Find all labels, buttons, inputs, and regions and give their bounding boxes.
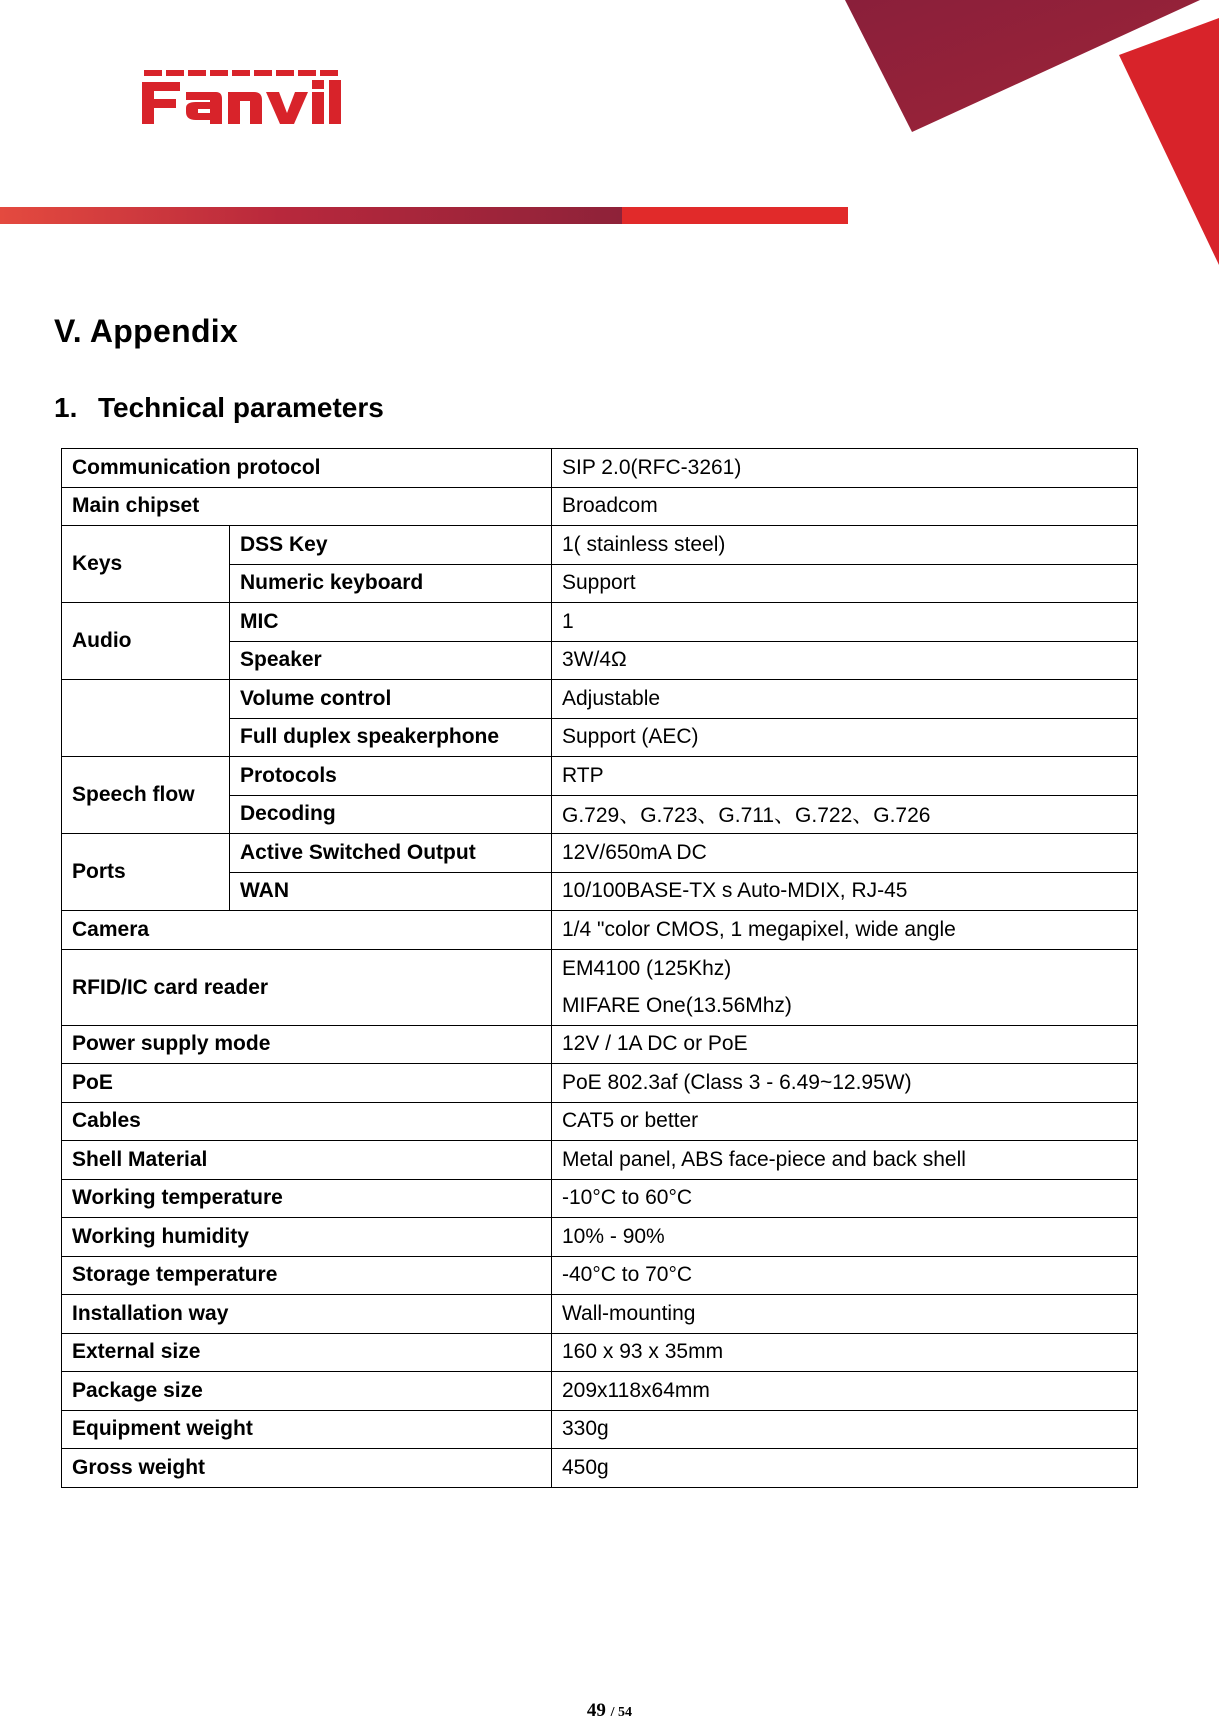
param-label: Shell Material <box>62 1141 552 1180</box>
param-value: CAT5 or better <box>552 1102 1138 1141</box>
table-row <box>62 757 1138 796</box>
table-row <box>62 526 1138 565</box>
param-value: Support <box>552 564 1138 603</box>
table-row <box>62 487 1138 526</box>
param-value: 10% - 90% <box>552 1218 1138 1257</box>
param-label: Numeric keyboard <box>230 564 552 603</box>
page-number <box>0 1700 1219 1722</box>
param-group: Audio <box>62 603 230 680</box>
param-label: Communication protocol <box>62 449 552 488</box>
param-label: RFID/IC card reader <box>62 949 552 1025</box>
param-value: G.729、G.723、G.711、G.722、G.726 <box>552 795 1138 834</box>
param-value: PoE 802.3af (Class 3 - 6.49~12.95W) <box>552 1064 1138 1103</box>
param-value: 160 x 93 x 35mm <box>552 1333 1138 1372</box>
param-label: Power supply mode <box>62 1025 552 1064</box>
table-row <box>62 911 1138 950</box>
param-label: MIC <box>230 603 552 642</box>
table-row <box>62 1295 1138 1334</box>
param-label: Package size <box>62 1372 552 1411</box>
header-decoration <box>0 0 1219 270</box>
table-row <box>62 1102 1138 1141</box>
param-value-line: EM4100 (125Khz) <box>562 957 732 980</box>
section-title: V. Appendix <box>54 313 239 349</box>
param-label: Active Switched Output <box>230 834 552 873</box>
header-bar-right <box>622 207 848 224</box>
param-value: 1 <box>552 603 1138 642</box>
param-value: 209x118x64mm <box>552 1372 1138 1411</box>
param-label: Gross weight <box>62 1449 552 1488</box>
param-label: Equipment weight <box>62 1410 552 1449</box>
param-label: Decoding <box>230 795 552 834</box>
param-group <box>62 680 230 757</box>
table-row <box>62 1410 1138 1449</box>
table-row <box>62 1064 1138 1103</box>
table-row <box>62 1372 1138 1411</box>
param-value: 330g <box>552 1410 1138 1449</box>
param-value <box>552 949 1138 1025</box>
param-value: Metal panel, ABS face-piece and back shell <box>552 1141 1138 1180</box>
subsection-heading <box>54 392 384 424</box>
header-bar-left <box>0 207 622 224</box>
param-value: 12V/650mA DC <box>552 834 1138 873</box>
param-group: Ports <box>62 834 230 911</box>
param-label: Speaker <box>230 641 552 680</box>
table-row <box>62 603 1138 642</box>
param-group: Speech flow <box>62 757 230 834</box>
param-label: Cables <box>62 1102 552 1141</box>
header-triangle-red <box>1119 18 1219 265</box>
param-group: Keys <box>62 526 230 603</box>
param-value: Wall-mounting <box>552 1295 1138 1334</box>
param-label: Volume control <box>230 680 552 719</box>
param-value: SIP 2.0(RFC-3261) <box>552 449 1138 488</box>
table-row <box>62 449 1138 488</box>
param-value: 1/4 "color CMOS, 1 megapixel, wide angle <box>552 911 1138 950</box>
param-value: 1( stainless steel) <box>552 526 1138 565</box>
table-row <box>62 1179 1138 1218</box>
param-value: Broadcom <box>552 487 1138 526</box>
subsection-number: 1. <box>54 392 78 423</box>
page-current: 49 <box>586 1700 606 1721</box>
param-value: -10°C to 60°C <box>552 1179 1138 1218</box>
table-row <box>62 1333 1138 1372</box>
param-value: RTP <box>552 757 1138 796</box>
fanvil-logo <box>140 62 345 126</box>
table-row <box>62 1449 1138 1488</box>
page-total: / 54 <box>610 1705 633 1720</box>
param-value: 450g <box>552 1449 1138 1488</box>
subsection-title: Technical parameters <box>98 392 384 423</box>
param-label: WAN <box>230 872 552 911</box>
table-row <box>62 680 1138 719</box>
param-value: -40°C to 70°C <box>552 1256 1138 1295</box>
table-row <box>62 1025 1138 1064</box>
param-label: Working temperature <box>62 1179 552 1218</box>
param-value-line: MIFARE One(13.56Mhz) <box>562 994 792 1017</box>
param-value: 3W/4Ω <box>552 641 1138 680</box>
param-label: Working humidity <box>62 1218 552 1257</box>
param-label: PoE <box>62 1064 552 1103</box>
table-row <box>62 1141 1138 1180</box>
param-label: Protocols <box>230 757 552 796</box>
technical-parameters-table <box>61 448 1138 1488</box>
param-value: 10/100BASE-TX s Auto-MDIX, RJ-45 <box>552 872 1138 911</box>
param-value: Support (AEC) <box>552 718 1138 757</box>
table-row <box>62 834 1138 873</box>
table-row <box>62 1256 1138 1295</box>
param-label: Main chipset <box>62 487 552 526</box>
param-label: Storage temperature <box>62 1256 552 1295</box>
param-label: DSS Key <box>230 526 552 565</box>
param-value: Adjustable <box>552 680 1138 719</box>
param-value: 12V / 1A DC or PoE <box>552 1025 1138 1064</box>
param-label: Full duplex speakerphone <box>230 718 552 757</box>
param-label: Installation way <box>62 1295 552 1334</box>
table-row <box>62 949 1138 1025</box>
param-label: Camera <box>62 911 552 950</box>
param-label: External size <box>62 1333 552 1372</box>
table-row <box>62 1218 1138 1257</box>
